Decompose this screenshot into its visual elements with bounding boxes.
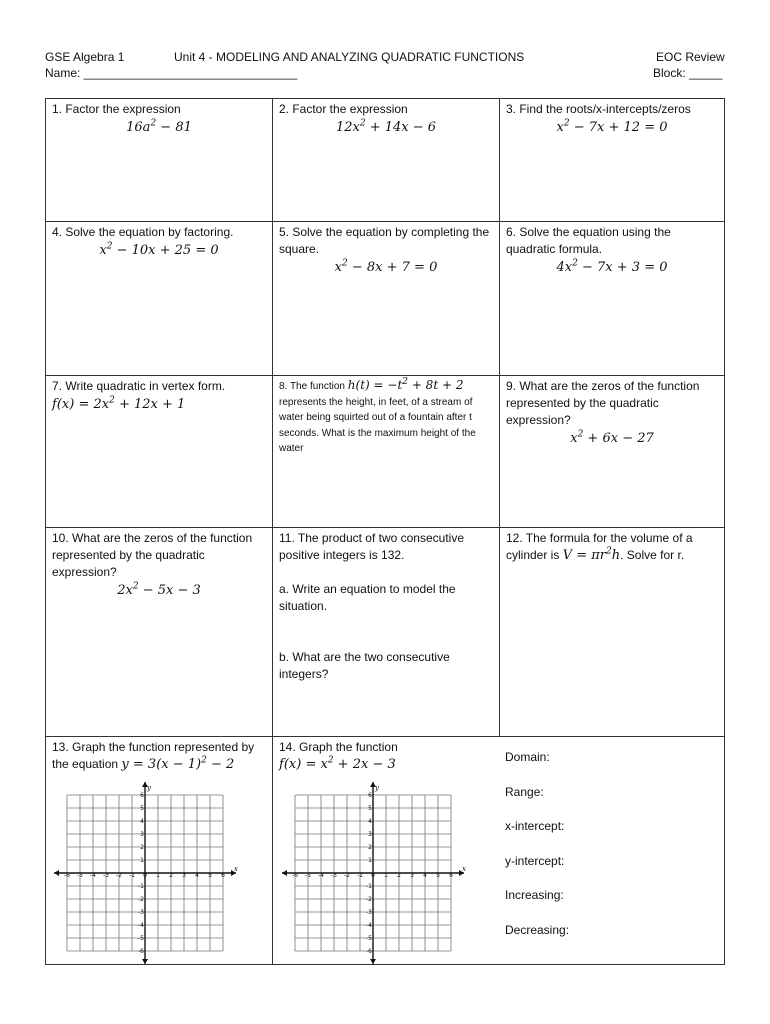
y-axis-label: y bbox=[147, 784, 151, 792]
x-tick-label: 6 bbox=[449, 872, 453, 879]
problem-11-part-b: b. What are the two consecutive integers? bbox=[279, 650, 450, 681]
problem-6 bbox=[500, 222, 724, 376]
x-tick-label: -6 bbox=[64, 872, 70, 879]
problem-11 bbox=[273, 528, 500, 737]
y-tick-label: -3 bbox=[366, 909, 372, 916]
review-title: EOC Review bbox=[656, 50, 725, 64]
y-tick-label: 2 bbox=[368, 844, 372, 851]
problem-7-expression: $f(x) = 2x^2 + 12x + 1$ bbox=[52, 395, 186, 412]
problem-4-expression: $x^2 - 10x + 25 = 0$ bbox=[99, 241, 219, 258]
y-tick-label: 1 bbox=[140, 857, 144, 864]
problem-8-function: $h(t) = -t^2 + 8t + 2$ bbox=[347, 377, 464, 392]
x-tick-label: -4 bbox=[90, 872, 96, 879]
problem-13-text: 13. Graph the function represented by the equation bbox=[52, 740, 255, 771]
function-properties bbox=[505, 750, 569, 957]
problem-8 bbox=[273, 376, 500, 528]
property-x-intercept: x-intercept: bbox=[505, 819, 565, 833]
x-tick-label: -3 bbox=[103, 872, 109, 879]
problem-12-text: 12. The formula for the volume of a cylinder is bbox=[506, 531, 693, 562]
x-tick-label: -2 bbox=[116, 872, 122, 879]
property-y-intercept: y-intercept: bbox=[505, 853, 565, 868]
problem-5-text: 5. Solve the equation by completing the square. bbox=[279, 225, 490, 256]
y-tick-label: -6 bbox=[366, 948, 372, 955]
x-tick-label: -6 bbox=[292, 872, 298, 879]
property-increasing: Increasing: bbox=[505, 888, 564, 902]
y-tick-label: 5 bbox=[140, 805, 144, 812]
x-tick-label: 5 bbox=[208, 872, 212, 879]
x-axis-arrow bbox=[282, 870, 287, 876]
problem-2-expression: $12x^2 + 14x - 6$ bbox=[335, 118, 437, 135]
problem-14-text: 14. Graph the function bbox=[279, 740, 398, 754]
problem-9-text: 9. What are the zeros of the function represented by the quadratic expression? bbox=[506, 379, 700, 427]
block-field[interactable]: Block: _____ bbox=[653, 66, 723, 80]
x-axis-arrow bbox=[54, 870, 59, 876]
y-tick-label: 4 bbox=[368, 818, 372, 825]
y-tick-label: -2 bbox=[138, 896, 144, 903]
problem-10-text: 10. What are the zeros of the function represented by the quadratic expression? bbox=[52, 531, 253, 579]
x-tick-label: -2 bbox=[344, 872, 350, 879]
coordinate-grid-13[interactable] bbox=[55, 783, 238, 963]
problem-8-text: represents the height, in feet, of a stream of water being squirted out of a fountain after t seconds. What is the maximum height of the water bbox=[279, 396, 476, 454]
problem-5-expression: $x^2 - 8x + 7 = 0$ bbox=[334, 258, 438, 275]
unit-title: Unit 4 - MODELING AND ANALYZING QUADRATIC FUNCTIONS bbox=[174, 50, 525, 64]
x-axis-label: x bbox=[462, 865, 466, 873]
problem-11-text: 11. The product of two consecutive positive integers is 132. bbox=[279, 531, 464, 562]
problem-3-text: 3. Find the roots/x-intercepts/zeros bbox=[506, 102, 691, 116]
x-tick-label: 5 bbox=[436, 872, 440, 879]
coordinate-grid-14[interactable] bbox=[283, 783, 466, 963]
property-domain: Domain: bbox=[505, 750, 550, 764]
problem-4 bbox=[46, 222, 273, 376]
problem-9-expression: $x^2 + 6x - 27$ bbox=[570, 429, 654, 446]
x-tick-label: 3 bbox=[182, 872, 186, 879]
x-tick-label: -1 bbox=[357, 872, 363, 879]
problem-5 bbox=[273, 222, 500, 376]
property-range: Range: bbox=[505, 784, 544, 799]
y-tick-label: 6 bbox=[140, 792, 144, 799]
x-tick-label: 6 bbox=[221, 872, 225, 879]
y-tick-label: 4 bbox=[140, 818, 144, 825]
problem-1 bbox=[46, 99, 273, 222]
problem-7-text: 7. Write quadratic in vertex form. bbox=[52, 379, 226, 393]
x-tick-label: -5 bbox=[305, 872, 311, 879]
x-tick-label: -4 bbox=[318, 872, 324, 879]
x-axis-label: x bbox=[234, 865, 238, 873]
property-decreasing: Decreasing: bbox=[505, 922, 570, 937]
problem-10 bbox=[46, 528, 273, 737]
problem-12-formula: $V = \pi r^2h$ bbox=[562, 546, 621, 563]
y-tick-label: -6 bbox=[138, 948, 144, 955]
problem-9 bbox=[500, 376, 724, 528]
problem-14-equation: $f(x) = x^2 + 2x - 3$ bbox=[279, 755, 396, 772]
x-tick-label: 0 bbox=[143, 872, 147, 879]
x-tick-label: -5 bbox=[77, 872, 83, 879]
y-tick-label: -3 bbox=[138, 909, 144, 916]
y-tick-label: 3 bbox=[140, 831, 144, 838]
y-tick-label: -4 bbox=[138, 922, 144, 929]
x-tick-label: -1 bbox=[129, 872, 135, 879]
y-axis-label: y bbox=[375, 784, 379, 792]
y-tick-label: 2 bbox=[140, 844, 144, 851]
x-tick-label: 1 bbox=[156, 872, 160, 879]
x-tick-label: 3 bbox=[410, 872, 414, 879]
x-tick-label: 1 bbox=[384, 872, 388, 879]
problem-7 bbox=[46, 376, 273, 528]
problem-10-expression: $2x^2 - 5x - 3$ bbox=[117, 581, 201, 598]
problem-3 bbox=[500, 99, 724, 222]
x-tick-label: 0 bbox=[371, 872, 375, 879]
x-tick-label: 4 bbox=[423, 872, 427, 879]
y-tick-label: -2 bbox=[366, 896, 372, 903]
y-tick-label: -5 bbox=[138, 935, 144, 942]
y-tick-label: 1 bbox=[368, 857, 372, 864]
problem-8-lead: 8. The function bbox=[279, 381, 345, 392]
problem-11-part-a: a. Write an equation to model the situation. bbox=[279, 582, 456, 613]
y-tick-label: 5 bbox=[368, 805, 372, 812]
y-tick-label: -4 bbox=[366, 922, 372, 929]
problem-13-equation: $y = 3(x - 1)^2 - 2$ bbox=[121, 755, 235, 772]
problem-1-expression: $16a^2 - 81$ bbox=[126, 118, 192, 135]
x-tick-label: -3 bbox=[331, 872, 337, 879]
x-tick-label: 4 bbox=[195, 872, 199, 879]
problem-6-expression: $4x^2 - 7x + 3 = 0$ bbox=[556, 258, 668, 275]
y-tick-label: 3 bbox=[368, 831, 372, 838]
y-tick-label: 6 bbox=[368, 792, 372, 799]
problem-12-tail: . Solve for r. bbox=[620, 548, 685, 562]
name-field[interactable]: Name: ________________________________ bbox=[45, 66, 298, 80]
x-tick-label: 2 bbox=[397, 872, 401, 879]
y-tick-label: -1 bbox=[366, 883, 372, 890]
problem-12 bbox=[500, 528, 724, 737]
course-title: GSE Algebra 1 bbox=[45, 50, 125, 64]
y-tick-label: -1 bbox=[138, 883, 144, 890]
problem-2 bbox=[273, 99, 500, 222]
problem-1-text: 1. Factor the expression bbox=[52, 102, 181, 116]
y-tick-label: -5 bbox=[366, 935, 372, 942]
problem-6-text: 6. Solve the equation using the quadratic formula. bbox=[506, 225, 671, 256]
problem-4-text: 4. Solve the equation by factoring. bbox=[52, 225, 234, 239]
problem-2-text: 2. Factor the expression bbox=[279, 102, 408, 116]
x-tick-label: 2 bbox=[169, 872, 173, 879]
problem-3-expression: $x^2 - 7x + 12 = 0$ bbox=[556, 118, 668, 135]
